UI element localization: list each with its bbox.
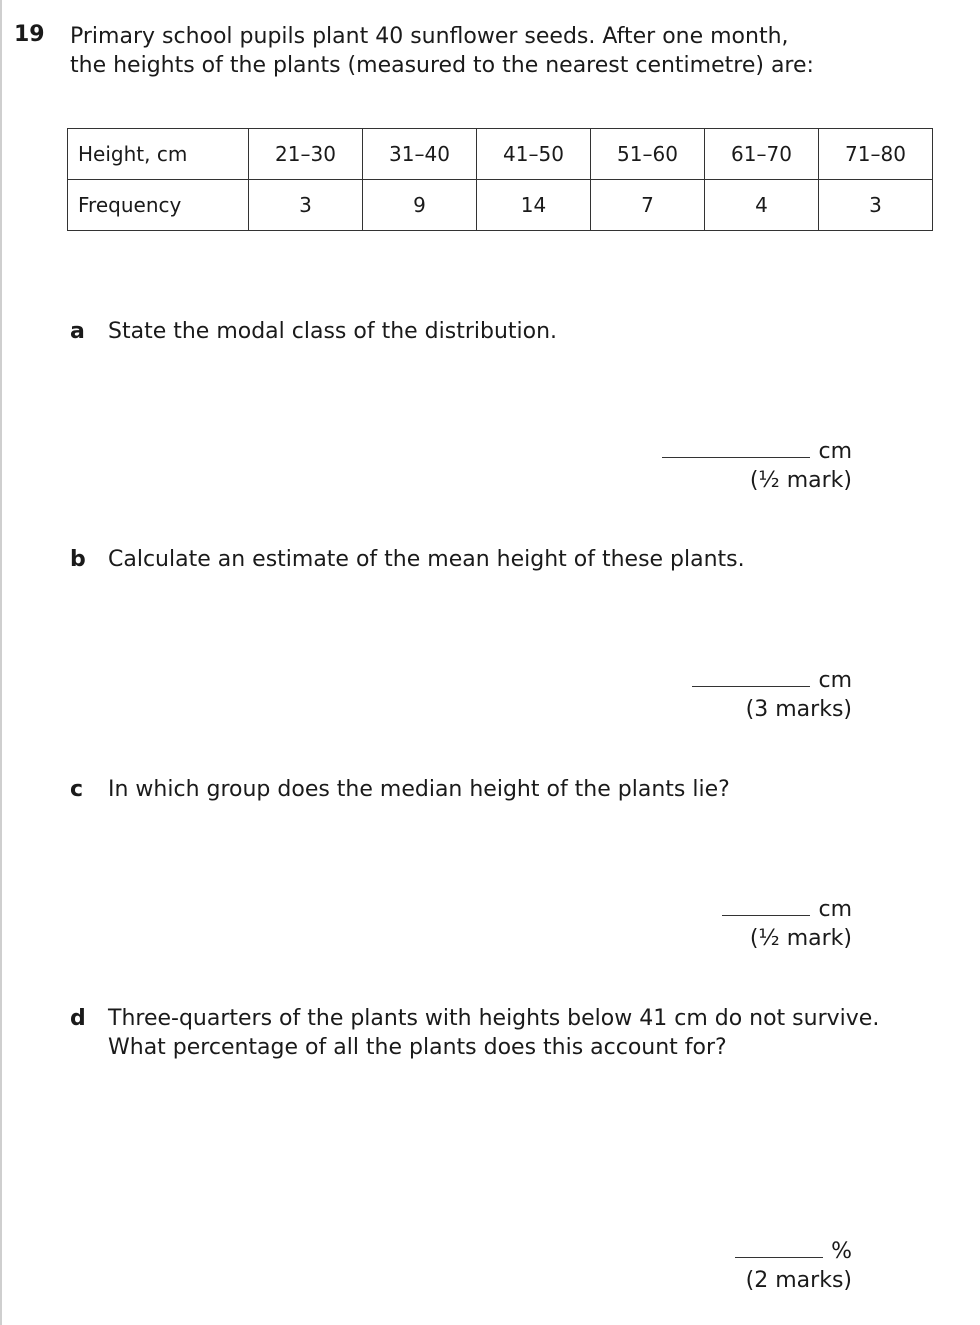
part-a-text: State the modal class of the distribution. [108,319,558,344]
part-a-marks: (½ mark) [749,468,852,493]
part-b-text: Calculate an estimate of the mean height of these plants. [108,547,745,572]
table-class-cell: 41–50 [477,129,591,180]
part-d-letter: d [70,1006,86,1031]
part-d [70,1004,879,1062]
question-intro [70,22,814,80]
part-b [70,545,745,574]
table-frequency-cell: 4 [705,180,819,231]
part-c [70,775,730,804]
part-a [70,317,557,346]
part-c-answer [722,895,852,953]
table-frequency-cell: 3 [249,180,363,231]
part-c-marks: (½ mark) [749,926,852,951]
part-a-answer-line[interactable] [662,439,810,458]
part-c-text: In which group does the median height of the plants lie? [108,777,730,802]
part-d-text-line-1: Three-quarters of the plants with heights below 41 cm do not survive. [108,1006,880,1031]
part-b-letter: b [70,547,86,572]
table-class-cell: 31–40 [363,129,477,180]
table-frequency-row [68,180,933,231]
table-class-cell: 21–30 [249,129,363,180]
part-d-answer [735,1237,852,1295]
table-row-label: Frequency [68,180,249,231]
part-b-answer [692,666,852,724]
part-b-unit: cm [818,668,852,693]
part-a-answer [662,437,852,495]
table-class-cell: 61–70 [705,129,819,180]
part-b-marks: (3 marks) [745,697,852,722]
question-number: 19 [14,22,45,47]
part-d-unit: % [831,1239,852,1264]
part-d-marks: (2 marks) [745,1268,852,1293]
table-frequency-cell: 9 [363,180,477,231]
part-b-answer-line[interactable] [692,668,810,687]
part-a-unit: cm [818,439,852,464]
table-frequency-cell: 14 [477,180,591,231]
part-d-answer-line[interactable] [735,1239,823,1258]
part-d-text-line-2: What percentage of all the plants does this account for? [108,1035,727,1060]
page-left-border [0,0,2,1325]
intro-line-1: Primary school pupils plant 40 sunflower seeds. After one month, [70,24,789,49]
table-frequency-cell: 3 [819,180,933,231]
part-c-letter: c [70,777,84,802]
table-class-cell: 51–60 [591,129,705,180]
table-class-cell: 71–80 [819,129,933,180]
part-c-answer-line[interactable] [722,897,810,916]
part-d-text [108,1004,879,1062]
intro-line-2: the heights of the plants (measured to the nearest centimetre) are: [70,53,814,78]
table-header-row [68,129,933,180]
frequency-table [67,128,933,231]
table-header-label: Height, cm [68,129,249,180]
table-frequency-cell: 7 [591,180,705,231]
part-a-letter: a [70,319,85,344]
part-c-unit: cm [818,897,852,922]
